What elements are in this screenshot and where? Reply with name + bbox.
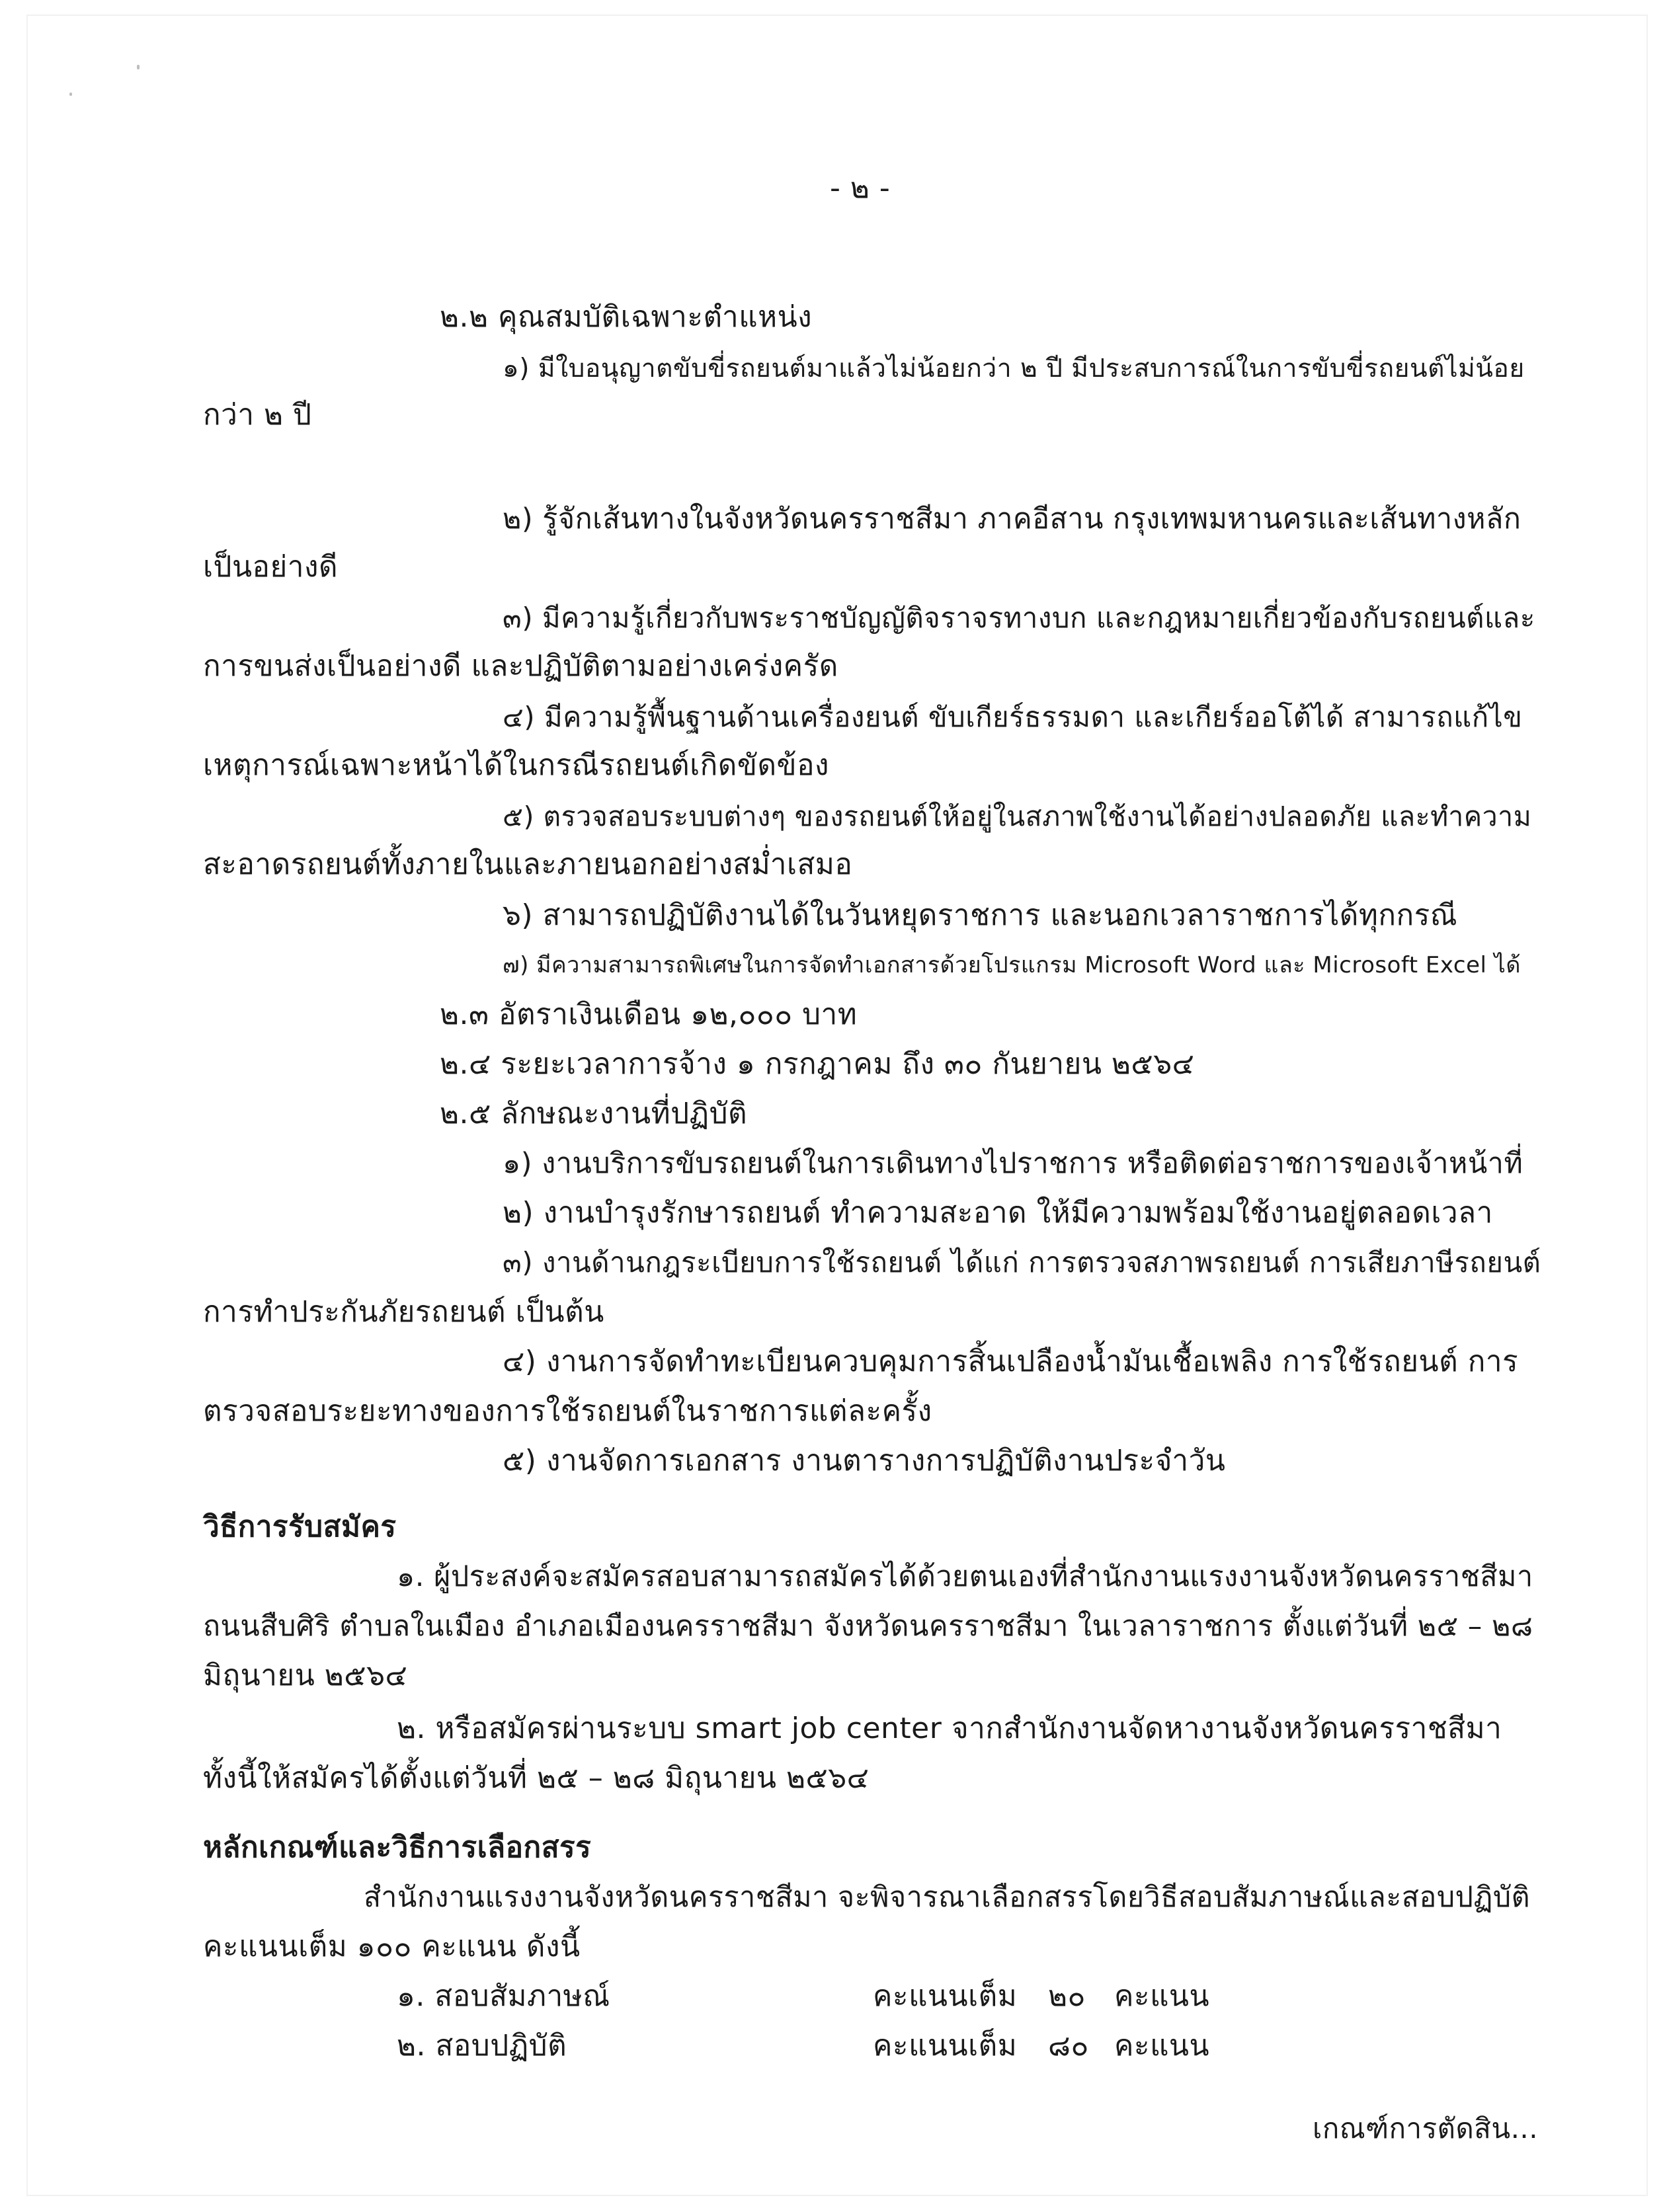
application-item-1-line2: ถนนสืบศิริ ตำบลในเมือง อำเภอเมืองนครราชสีมา จังหวัดนครราชสีมา ในเวลาราชการ ตั้งแต่วันที่ ๒๕ – ๒๘: [203, 1610, 1533, 1643]
application-item-1-line1: ๑. ผู้ประสงค์จะสมัครสอบสามารถสมัครได้ด้วยตนเองที่สำนักงานแรงงานจังหวัดนครราชสีมา: [397, 1560, 1533, 1593]
qualification-7: ๗) มีความสามารถพิเศษในการจัดทำเอกสารด้วยโปรแกรม Microsoft Word และ Microsoft Excel ได้: [503, 952, 1521, 978]
scan-speck: [69, 93, 72, 96]
application-item-2-line2: ทั้งนี้ให้สมัครได้ตั้งแต่วันที่ ๒๕ – ๒๘ มิถุนายน ๒๕๖๔: [203, 1761, 870, 1795]
qualification-4-line1: ๔) มีความรู้พื้นฐานด้านเครื่องยนต์ ขับเกียร์ธรรมดา และเกียร์ออโต้ได้ สามารถแก้ไข: [503, 701, 1523, 733]
application-item-1-line3: มิถุนายน ๒๕๖๔: [203, 1659, 408, 1692]
qualification-4-line2: เหตุการณ์เฉพาะหน้าได้ในกรณีรถยนต์เกิดขัดข้อง: [203, 748, 830, 782]
score-row-practical-unit: คะแนน: [1114, 2029, 1210, 2063]
score-row-interview-unit: คะแนน: [1114, 1979, 1210, 2013]
qualification-6: ๖) สามารถปฏิบัติงานได้ในวันหยุดราชการ และนอกเวลาราชการได้ทุกกรณี: [503, 898, 1458, 932]
qualification-1-line1: ๑) มีใบอนุญาตขับขี่รถยนต์มาแล้วไม่น้อยกว่า ๒ ปี มีประสบการณ์ในการขับขี่รถยนต์ไม่น้อย: [503, 354, 1525, 383]
duty-1: ๑) งานบริการขับรถยนต์ในการเดินทางไปราชการ หรือติดต่อราชการของเจ้าหน้าที่: [503, 1147, 1523, 1180]
duty-5: ๕) งานจัดการเอกสาร งานตารางการปฏิบัติงานประจำวัน: [503, 1444, 1226, 1478]
score-row-practical-score: ๘๐: [1048, 2029, 1089, 2063]
score-row-practical-label: ๒. สอบปฏิบัติ: [397, 2029, 567, 2063]
score-row-interview-score: ๒๐: [1048, 1979, 1086, 2013]
page-number: - ๒ -: [830, 171, 891, 205]
application-heading: วิธีการรับสมัคร: [203, 1510, 397, 1544]
selection-heading: หลักเกณฑ์และวิธีการเลือกสรร: [203, 1831, 592, 1864]
qualification-2-line1: ๒) รู้จักเส้นทางในจังหวัดนครราชสีมา ภาคอีสาน กรุงเทพมหานครและเส้นทางหลัก: [503, 502, 1521, 535]
selection-intro-line1: สำนักงานแรงงานจังหวัดนครราชสีมา จะพิจารณาเลือกสรรโดยวิธีสอบสัมภาษณ์และสอบปฏิบัติ: [364, 1881, 1531, 1914]
page-border: [26, 15, 1648, 2196]
employment-period-line: ๒.๔ ระยะเวลาการจ้าง ๑ กรกฎาคม ถึง ๓๐ กันยายน ๒๕๖๔: [440, 1047, 1195, 1081]
score-row-interview-label: ๑. สอบสัมภาษณ์: [397, 1979, 610, 2013]
selection-intro-line2: คะแนนเต็ม ๑๐๐ คะแนน ดังนี้: [203, 1930, 581, 1963]
duty-3-line1: ๓) งานด้านกฎระเบียบการใช้รถยนต์ ได้แก่ การตรวจสภาพรถยนต์ การเสียภาษีรถยนต์: [503, 1246, 1541, 1279]
salary-line: ๒.๓ อัตราเงินเดือน ๑๒,๐๐๐ บาท: [440, 998, 858, 1031]
qualification-5-line1: ๕) ตรวจสอบระบบต่างๆ ของรถยนต์ให้อยู่ในสภาพใช้งานได้อย่างปลอดภัย และทำความ: [503, 801, 1532, 832]
score-row-interview-score-label: คะแนนเต็ม: [873, 1979, 1018, 2013]
section-2-5-heading: ๒.๕ ลักษณะงานที่ปฏิบัติ: [440, 1097, 748, 1130]
duty-3-line2: การทำประกันภัยรถยนต์ เป็นต้น: [203, 1295, 604, 1329]
scan-speck: [137, 65, 140, 69]
qualification-2-line2: เป็นอย่างดี: [203, 550, 339, 584]
score-row-practical-score-label: คะแนนเต็ม: [873, 2029, 1018, 2063]
duty-4-line2: ตรวจสอบระยะทางของการใช้รถยนต์ในราชการแต่ละครั้ง: [203, 1394, 932, 1428]
qualification-5-line2: สะอาดรถยนต์ทั้งภายในและภายนอกอย่างสม่ำเสมอ: [203, 848, 853, 881]
qualification-3-line2: การขนส่งเป็นอย่างดี และปฏิบัติตามอย่างเคร่งครัด: [203, 649, 838, 683]
continuation-note: เกณฑ์การตัดสิน...: [1313, 2112, 1539, 2145]
application-item-2-line1: ๒. หรือสมัครผ่านระบบ smart job center จากสำนักงานจัดหางานจังหวัดนครราชสีมา: [397, 1712, 1502, 1745]
duty-4-line1: ๔) งานการจัดทำทะเบียนควบคุมการสิ้นเปลืองน้ำมันเชื้อเพลิง การใช้รถยนต์ การ: [503, 1345, 1519, 1378]
qualification-3-line1: ๓) มีความรู้เกี่ยวกับพระราชบัญญัติจราจรทางบก และกฎหมายเกี่ยวข้องกับรถยนต์และ: [503, 602, 1535, 634]
section-2-2-heading: ๒.๒ คุณสมบัติเฉพาะตำแหน่ง: [440, 300, 813, 334]
duty-2: ๒) งานบำรุงรักษารถยนต์ ทำความสะอาด ให้มีความพร้อมใช้งานอยู่ตลอดเวลา: [503, 1196, 1493, 1230]
qualification-1-line2: กว่า ๒ ปี: [203, 398, 312, 432]
